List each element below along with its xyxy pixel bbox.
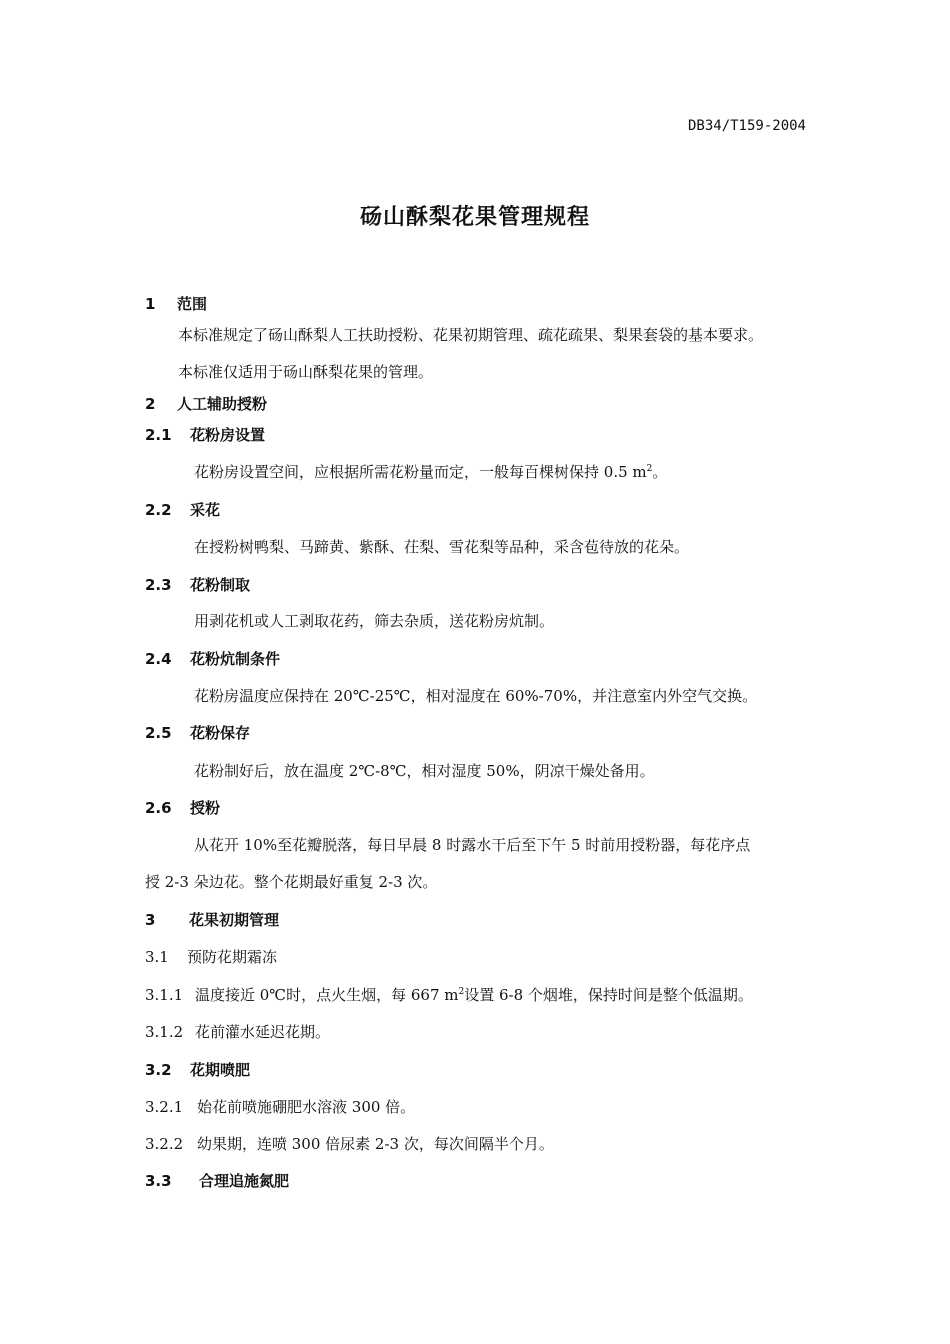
section-number: 3.3 <box>145 1172 172 1190</box>
section-3-heading <box>145 909 279 930</box>
section-number: 2.6 <box>145 799 172 817</box>
section-title: 花果初期管理 <box>189 911 280 929</box>
section-number: 2.3 <box>145 576 172 594</box>
item-number: 3.1.2 <box>145 1023 184 1041</box>
section-number: 3.2 <box>145 1061 172 1079</box>
section-number: 2 <box>145 395 156 413</box>
section-1-paragraph-2: 本标准仅适用于砀山酥梨花果的管理。 <box>178 363 434 381</box>
section-number: 2.1 <box>145 426 172 444</box>
section-3-1-2-item <box>145 1021 330 1042</box>
section-2-3-text: 用剥花机或人工剥取花药，筛去杂质，送花粉房炕制。 <box>194 612 555 630</box>
section-3-1-1-item <box>145 984 753 1005</box>
text: 。 <box>652 463 668 481</box>
section-3-2-heading <box>145 1059 250 1080</box>
section-title: 花粉炕制条件 <box>190 650 281 668</box>
text: 幼果期，连喷 300 倍尿素 2-3 次，每次间隔半个月。 <box>197 1135 554 1153</box>
section-title: 花期喷肥 <box>190 1061 251 1079</box>
section-title: 花粉房设置 <box>190 426 266 444</box>
section-title: 花粉制取 <box>190 576 251 594</box>
section-3-2-1-item <box>145 1096 415 1117</box>
section-2-heading <box>145 393 267 414</box>
section-title: 合理追施氮肥 <box>199 1172 290 1190</box>
section-2-1-heading <box>145 424 265 445</box>
section-number: 1 <box>145 295 156 313</box>
section-2-6-text-line-1: 从花开 10%至花瓣脱落，每日早晨 8 时露水干后至下午 5 时前用授粉器，每花序点 <box>194 836 751 854</box>
section-title: 采花 <box>190 501 221 519</box>
section-1-paragraph-1: 本标准规定了砀山酥梨人工扶助授粉、花果初期管理、疏花疏果、梨果套袋的基本要求。 <box>178 326 764 344</box>
section-2-4-heading <box>145 648 280 669</box>
section-2-2-heading <box>145 499 220 520</box>
section-2-2-text: 在授粉树鸭梨、马蹄黄、紫酥、茌梨、雪花梨等品种，采含苞待放的花朵。 <box>194 538 690 556</box>
section-2-1-text <box>194 461 667 482</box>
item-number: 3.2.2 <box>145 1135 184 1153</box>
item-number: 3.2.1 <box>145 1098 184 1116</box>
section-number: 3 <box>145 911 156 929</box>
item-number: 3.1.1 <box>145 986 184 1004</box>
section-1-heading <box>145 293 207 314</box>
section-2-4-text: 花粉房温度应保持在 20℃-25℃，相对湿度在 60%-70%，并注意室内外空气交换。 <box>194 687 758 705</box>
superscript: 2 <box>458 987 465 997</box>
text: 温度接近 0℃时，点火生烟，每 667 m <box>195 986 459 1004</box>
section-number: 2.2 <box>145 501 172 519</box>
section-2-6-heading <box>145 797 220 818</box>
text: 花粉房设置空间，应根据所需花粉量而定，一般每百棵树保持 0.5 m <box>194 463 647 481</box>
text: 设置 6-8 个烟堆，保持时间是整个低温期。 <box>464 986 753 1004</box>
section-2-5-text: 花粉制好后，放在温度 2℃-8℃，相对湿度 50%，阴凉干燥处备用。 <box>194 762 655 780</box>
section-2-3-heading <box>145 574 250 595</box>
section-2-5-heading <box>145 722 250 743</box>
section-number: 3.1 <box>145 948 169 966</box>
section-number: 2.4 <box>145 650 172 668</box>
section-3-3-heading <box>145 1170 289 1191</box>
section-2-6-text-line-2: 授 2-3 朵边花。整个花期最好重复 2-3 次。 <box>145 873 438 891</box>
text: 始花前喷施硼肥水溶液 300 倍。 <box>197 1098 416 1116</box>
section-title: 授粉 <box>190 799 221 817</box>
section-3-1-heading <box>145 946 277 967</box>
section-3-2-2-item <box>145 1133 554 1154</box>
standard-code: DB34/T159-2004 <box>687 118 806 134</box>
document-title: 砀山酥梨花果管理规程 <box>359 205 590 230</box>
section-number: 2.5 <box>145 724 172 742</box>
section-title: 花粉保存 <box>190 724 251 742</box>
text: 花前灌水延迟花期。 <box>195 1023 331 1041</box>
section-title: 预防花期霜冻 <box>187 948 278 966</box>
superscript: 2 <box>646 464 653 474</box>
section-title: 人工辅助授粉 <box>177 395 268 413</box>
section-title: 范围 <box>177 295 208 313</box>
